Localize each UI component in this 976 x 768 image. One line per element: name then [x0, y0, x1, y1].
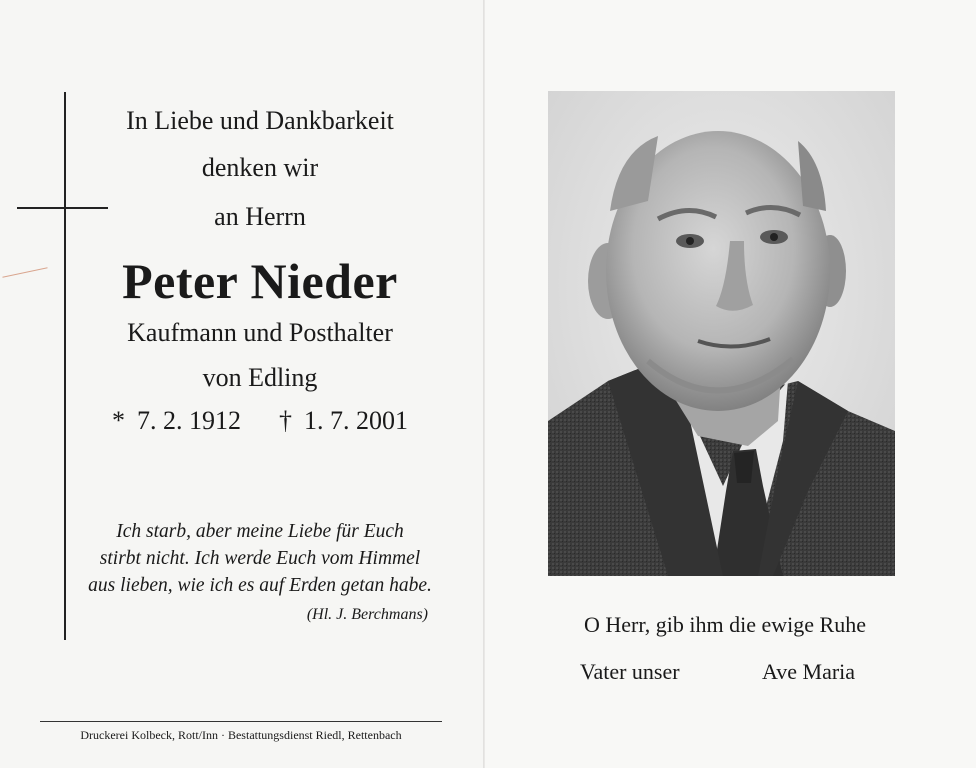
birth-symbol: *	[112, 406, 125, 435]
left-page	[0, 0, 484, 768]
paper-mark	[2, 267, 47, 278]
birth-date: 7. 2. 1912	[137, 406, 241, 435]
deceased-name: Peter Nieder	[122, 253, 398, 309]
portrait-photo	[548, 91, 895, 576]
origin: von Edling	[202, 363, 318, 392]
death-symbol: †	[279, 406, 292, 435]
life-dates	[60, 406, 460, 436]
intro-line-1: In Liebe und Dankbarkeit	[126, 106, 394, 135]
quote-line-3: aus lieben, wie ich es auf Erden getan habe.	[88, 575, 432, 596]
intro-line-3: an Herrn	[214, 202, 306, 231]
prayer-ave-maria: Ave Maria	[762, 659, 856, 684]
intro-line-2: denken wir	[201, 153, 319, 182]
quote-source: (Hl. J. Berchmans)	[306, 606, 428, 623]
death-date: 1. 7. 2001	[304, 406, 408, 435]
occupation: Kaufmann und Posthalter	[127, 318, 393, 347]
prayer-vater-unser: Vater unser	[580, 659, 680, 684]
quote-line-1: Ich starb, aber meine Liebe für Euch	[116, 521, 404, 542]
prayer-line: O Herr, gib ihm die ewige Ruhe	[584, 612, 866, 637]
quote-line-2: stirbt nicht. Ich werde Euch vom Himmel	[99, 548, 421, 569]
footer-divider	[40, 721, 442, 722]
printer-credit: Druckerei Kolbeck, Rott/Inn · Bestattungsdienst Riedl, Rettenbach	[80, 728, 402, 742]
